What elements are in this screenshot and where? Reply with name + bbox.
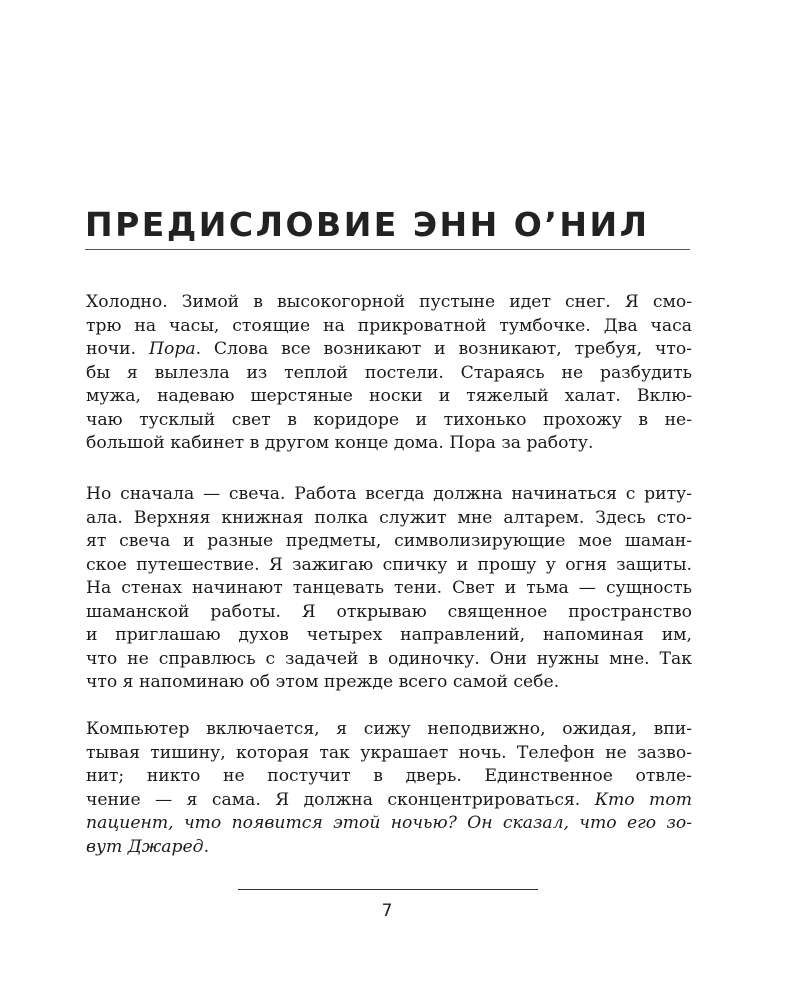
page-number: 7	[381, 901, 393, 921]
text-run: ское путешествие. Я зажигаю спичку и прошу у огня защиты.	[86, 554, 692, 575]
italic-text: Кто тот	[594, 789, 692, 810]
text-run: Но сначала — свеча. Работа всегда должна начинаться с риту-	[86, 484, 692, 504]
text-run: ят свеча и разные предметы, символизирующие мое шаман-	[86, 531, 692, 551]
heading-underline	[85, 249, 690, 250]
text-run: большой кабинет в другом конце дома. Пора за работу.	[86, 433, 594, 453]
text-line	[86, 530, 692, 554]
text-run: чаю тусклый свет в коридоре и тихонько прохожу в не-	[86, 409, 692, 430]
italic-text: Пора	[148, 339, 196, 359]
text-line	[86, 742, 692, 766]
text-run: трю на часы, стоящие на прикроватной тумбочке. Два часа	[86, 315, 692, 336]
text-line	[86, 765, 692, 789]
text-line	[86, 483, 692, 507]
text-run: ала. Верхняя книжная полка служит мне алтарем. Здесь сто-	[86, 507, 692, 528]
italic-text: вут Джаред	[86, 836, 204, 857]
text-line	[86, 718, 692, 742]
paragraph-1	[86, 291, 692, 456]
text-run: бы я вылезла из теплой постели. Стараясь не разбудить	[86, 362, 692, 383]
text-line	[86, 554, 692, 578]
text-line	[86, 812, 692, 836]
text-line	[86, 507, 692, 531]
chapter-heading: ПРЕДИСЛОВИЕ ЭНН О’НИЛ	[85, 205, 650, 244]
text-line	[86, 836, 692, 860]
text-line	[86, 601, 692, 625]
text-run: . Слова все возникают и возникают, требуя, что-	[195, 339, 692, 359]
text-line	[86, 648, 692, 672]
text-line	[86, 624, 692, 648]
text-run: .	[203, 836, 210, 857]
paragraph-2	[86, 483, 692, 695]
text-line	[86, 338, 692, 362]
text-run: На стенах начинают танцевать тени. Свет и тьма — сущность	[86, 578, 692, 598]
text-line	[86, 671, 692, 695]
text-run: шаманской работы. Я открываю священное пространство	[86, 601, 692, 622]
text-line	[86, 362, 692, 386]
text-run: что я напоминаю об этом прежде всего самой себе.	[86, 672, 560, 692]
text-run: мужа, надеваю шерстяные носки и тяжелый халат. Вклю-	[86, 386, 692, 406]
text-line	[86, 577, 692, 601]
text-run: чение — я сама. Я должна сконцентрироваться.	[86, 789, 595, 810]
text-run: Холодно. Зимой в высокогорной пустыне идет снег. Я смо-	[86, 292, 692, 312]
footer-rule	[238, 889, 538, 890]
text-line	[86, 315, 692, 339]
text-run: тывая тишину, которая так украшает ночь. Телефон не зaзво-	[86, 742, 692, 763]
text-run: и приглашаю духов четырех направлений, напоминая им,	[86, 625, 692, 645]
text-line	[86, 789, 692, 813]
text-run: нит; никто не постучит в дверь. Единственное отвле-	[86, 766, 692, 786]
text-line	[86, 385, 692, 409]
text-line	[86, 432, 692, 456]
paragraph-3	[86, 718, 692, 859]
text-run: Компьютер включается, я сижу неподвижно, ожидая, впи-	[86, 719, 692, 739]
text-line	[86, 409, 692, 433]
italic-text: пациент, что появится этой ночью? Он сказал, что его зо-	[86, 813, 692, 833]
text-run: что не справлюсь с задачей в одиночку. Они нужны мне. Так	[86, 648, 692, 669]
text-run: ночи.	[86, 339, 149, 359]
text-line	[86, 291, 692, 315]
